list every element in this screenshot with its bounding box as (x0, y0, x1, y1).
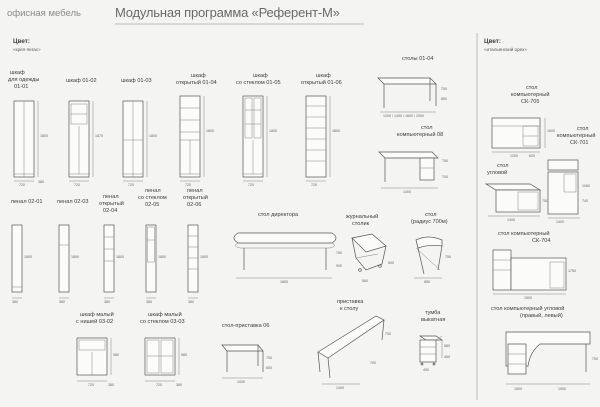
dim-h-stol08: 750 (442, 159, 448, 163)
dim-h-zhurnal: 500 (388, 261, 394, 265)
caption-stol-komp-08-l2: компьютерный 08 (397, 132, 444, 138)
caption-sk701-l3: СК-701 (570, 140, 589, 146)
caption-penal-0206-l2: открытый (183, 195, 208, 201)
caption-penal-0204-l3: 02-04 (103, 208, 118, 214)
caption-sk704-l2: СК-704 (532, 238, 551, 244)
drawing-tumba (420, 336, 442, 365)
caption-stol-direktora: стол директора (258, 212, 299, 218)
dim-h-pristavka: 750 (385, 332, 391, 336)
caption-sk701-l2: компьютерный (557, 133, 596, 139)
drawing-stol-direktora (234, 233, 336, 278)
dim-d-pristavka: 700 (370, 361, 376, 365)
dim-h-pristavka06: 750 (266, 356, 272, 360)
dim-h-0302: 980 (113, 353, 119, 357)
dim-w-0302: 720 (88, 383, 94, 387)
dim-h-0201: 1800 (24, 255, 32, 259)
drawing-shkaf-0303 (145, 338, 179, 381)
dim-d-direktor: 900 (336, 264, 342, 268)
dim-h-0205: 1800 (158, 255, 166, 259)
caption-sk704-l1: стол компьютерный (498, 231, 550, 237)
caption-sk705-l1: стол (526, 85, 538, 91)
caption-sk701-l1: стол (577, 126, 589, 132)
caption-ugol-l1: стол (497, 163, 509, 169)
dim-h-ugol: 750 (542, 199, 548, 203)
dim-h-sk701: 1060 (582, 184, 590, 188)
drawing-pristavka-stol (318, 316, 384, 384)
drawing-stol-komp-08 (379, 152, 438, 188)
drawing-shkaf-0106 (306, 96, 330, 181)
caption-shkaf-0101-l2: для одежды (8, 77, 40, 83)
dim-d-0302: 380 (108, 383, 114, 387)
caption-pristavka-l2: к столу (340, 306, 359, 312)
dim-w-sk705: 1200 (510, 154, 518, 158)
dim-w-0303: 720 (156, 383, 162, 387)
caption-radius-l1: стол (425, 212, 437, 218)
dim-d-0303: 380 (176, 383, 182, 387)
dim-h-ugl-komp: 750 (592, 357, 598, 361)
dim-w-pristavka06: 1000 (237, 380, 245, 384)
drawing-shkaf-0102 (69, 101, 93, 181)
caption-penal-0201: пенал 02-01 (11, 199, 43, 205)
dim-h-tumba: 580 (444, 344, 450, 348)
color-label-left: Цвет: (13, 38, 30, 45)
caption-pristavka-l1: приставка (337, 299, 364, 305)
dim-w-0106: 720 (311, 183, 317, 187)
caption-shkaf-0106-l2: открытый 01-06 (301, 80, 342, 86)
drawing-shkaf-0101 (14, 101, 38, 181)
dim-h-0303: 980 (181, 353, 187, 357)
dim-w-0103: 720 (128, 183, 134, 187)
dim-w-0205: 380 (146, 300, 152, 304)
dim-h-sk704: 1750 (568, 269, 576, 273)
dim-w-direktor: 1800 (280, 280, 288, 284)
caption-penal-0205-l1: пенал (145, 188, 161, 194)
color-value-right: «итальянский орех» (484, 47, 527, 52)
dim-d-tumba: 450 (444, 355, 450, 359)
dim-h-0101: 1800 (40, 134, 48, 138)
drawing-shkaf-0104 (180, 96, 204, 181)
caption-penal-0204-l1: пенал (103, 194, 119, 200)
dim-w-tumba: 400 (423, 368, 429, 372)
dim-w-sk704: 1500 (524, 296, 532, 300)
drawing-ugol (486, 184, 540, 216)
drawing-zhurnal-stolik (352, 234, 386, 271)
dim-d-sk701: 740 (582, 199, 588, 203)
caption-shkaf-0105-l2: со стеклом 01-05 (236, 80, 281, 86)
drawing-ugl-komp (506, 332, 590, 384)
drawing-stol-radius (414, 237, 442, 278)
dim-h-0103: 1800 (149, 134, 157, 138)
dim-d-0101: 380 (38, 180, 44, 184)
caption-shkaf-0106-l1: шкаф (316, 73, 331, 79)
caption-penal-0203: пенал 02-03 (57, 199, 89, 205)
dim-w-0102: 720 (74, 183, 80, 187)
caption-shkaf-0103: шкаф 01-03 (121, 78, 152, 84)
dim-w-0203: 380 (59, 300, 65, 304)
dim-h-stoly: 750 (441, 87, 447, 91)
dim-h-sk705: 1600 (547, 129, 555, 133)
dim-w-0104: 720 (185, 183, 191, 187)
caption-shkaf-0101-l1: шкаф (10, 70, 25, 76)
caption-penal-0205-l3: 02-05 (145, 202, 160, 208)
drawing-penal-0205 (146, 225, 156, 298)
dim-h-direktor: 750 (336, 251, 342, 255)
caption-sk705-l2: компьютерный (511, 92, 550, 98)
dim-w-0204: 380 (104, 300, 110, 304)
drawing-shkaf-0302 (77, 338, 111, 381)
drawing-penal-0201 (12, 225, 22, 298)
dim-h-radius: 750 (445, 255, 451, 259)
dim-w-stol08: 1400 (403, 190, 411, 194)
dim-d-pristavka06: 600 (266, 366, 272, 370)
caption-penal-0205-l2: со стеклом (138, 195, 167, 201)
drawing-sk701 (548, 160, 580, 218)
dim-d-sk705: 620 (529, 154, 535, 158)
caption-ugol-l2: угловой (487, 170, 508, 176)
caption-shkaf-0101-l3: 01-01 (14, 84, 29, 90)
dim-w-zhurnal: 580 (362, 279, 368, 283)
drawing-penal-0206 (188, 225, 198, 298)
caption-shkaf-0302-l1: шкаф малый (80, 312, 114, 318)
caption-shkaf-0104-l2: открытый 01-04 (176, 80, 217, 86)
dim-d-stoly: 800 (441, 97, 447, 101)
drawing-stol-pristavka (222, 345, 263, 378)
dim-w-pristavka: 1400 (336, 386, 344, 390)
dim-w-stoly: 1200 / 1400 / 1600 / 2000 (383, 114, 424, 118)
color-value-left: «креп-пегас» (13, 47, 41, 52)
caption-zhurnal-l1: журнальный (346, 214, 379, 220)
caption-shkaf-0302-l2: с нишей 03-02 (76, 319, 114, 325)
caption-tumba-l2: выкатная (421, 317, 446, 323)
dim-w-0101: 720 (19, 183, 25, 187)
dim-h-0105: 1800 (269, 129, 277, 133)
color-label-right: Цвет: (484, 38, 501, 45)
caption-shkaf-0303-l1: шкаф малый (148, 312, 182, 318)
dim-w-ugol: 1400 (507, 218, 515, 222)
caption-stoly-0104: столы 01-04 (402, 56, 434, 62)
caption-zhurnal-l2: столик (352, 221, 370, 227)
drawing-shkaf-0105 (243, 96, 267, 181)
dim-w-0206: 380 (188, 300, 194, 304)
drawing-penal-0204 (104, 225, 114, 298)
dim-d-stol08: 700 (442, 175, 448, 179)
dim-h-0102: 1870 (95, 134, 103, 138)
caption-ugl-komp-l1: стол компьютерный угловой (491, 306, 565, 312)
drawing-sk705 (492, 118, 545, 152)
caption-penal-0204-l2: открытый (99, 201, 124, 207)
dim-w-0105: 720 (248, 183, 254, 187)
dim-h-0206: 1800 (200, 255, 208, 259)
dim-d-ugl-komp: 1500 (558, 387, 566, 391)
caption-shkaf-0104-l1: шкаф (191, 73, 206, 79)
dim-h-0203: 1800 (71, 255, 79, 259)
dim-h-0204: 1800 (116, 255, 124, 259)
caption-sk705-l3: СК-705 (521, 99, 540, 105)
caption-penal-0206-l1: пенал (187, 188, 203, 194)
caption-shkaf-0303-l2: со стеклом 03-03 (140, 319, 185, 325)
page-title: Модульная программа «Референт-М» (115, 5, 340, 20)
caption-radius-l2: (радиус 700м) (411, 219, 448, 225)
drawing-shkaf-0103 (123, 101, 147, 181)
drawing-stoly-0104 (378, 78, 436, 112)
dim-h-0104: 1800 (206, 129, 214, 133)
caption-shkaf-0102: шкаф 01-02 (66, 78, 97, 84)
dim-w-ugl-komp: 1500 (514, 387, 522, 391)
dim-h-0106: 1800 (332, 129, 340, 133)
dim-w-sk701: 1400 (556, 220, 564, 224)
category-label: офисная мебель (7, 8, 81, 19)
dim-w-radius: 850 (424, 280, 430, 284)
caption-ugl-komp-l2: (правый, левый) (520, 313, 563, 319)
caption-tumba-l1: тумба (425, 310, 441, 316)
caption-penal-0206-l3: 02-06 (187, 202, 202, 208)
drawing-penal-0203 (59, 225, 69, 298)
caption-shkaf-0105-l1: шкаф (253, 73, 268, 79)
drawing-sk704 (493, 250, 566, 294)
caption-stol-komp-08-l1: стол (421, 125, 433, 131)
dim-w-0201: 380 (12, 300, 18, 304)
caption-stol-pristavka: стол-приставка 06 (222, 323, 270, 329)
